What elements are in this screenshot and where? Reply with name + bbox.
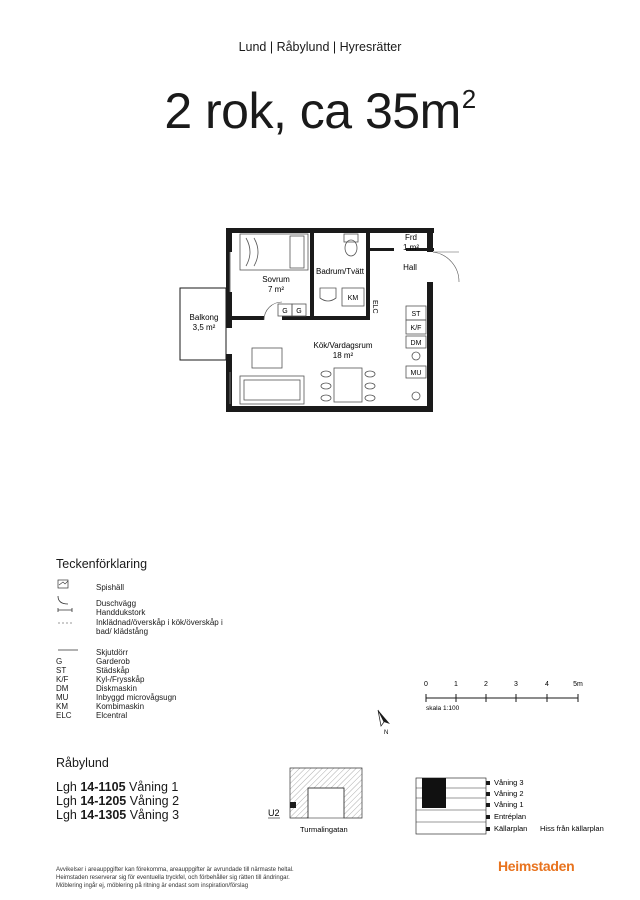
scale-tick: 4 (545, 681, 549, 688)
unit-floor: Våning 3 (129, 808, 180, 822)
unit-floor: Våning 1 (129, 780, 179, 794)
brand-logo: Heimstaden (498, 858, 575, 874)
fixture-elc: ELC (371, 300, 378, 314)
legend-text: Duschvägg (96, 599, 137, 608)
legend-text: Elcentral (96, 711, 128, 720)
floor-label: Våning 2 (494, 789, 524, 798)
unit-prefix: Lgh (56, 780, 77, 794)
unit-floor: Våning 2 (129, 794, 180, 808)
room-sovrum-area: 7 m² (268, 285, 284, 294)
unit-row (56, 808, 179, 822)
scale-tick: 5m (573, 681, 583, 688)
floor-label: Källarplan (494, 824, 528, 833)
legend-text: Städskåp (96, 666, 130, 675)
fixture-st: ST (411, 311, 421, 318)
door-arc (264, 302, 282, 320)
legend-code: KM (56, 702, 68, 711)
legend-title: Teckenförklaring (56, 557, 148, 571)
legend-text: Spishäll (96, 583, 125, 592)
site-label: U2 (268, 808, 280, 818)
fixture-g2: G (296, 308, 302, 315)
legend-code: ST (56, 666, 67, 675)
location-line: Lund | Råbylund | Hyresrätter (238, 40, 402, 54)
unit-number: 14-1105 (80, 780, 126, 794)
highlighted-unit (422, 778, 446, 808)
floor-label: Entréplan (494, 812, 527, 821)
stove-icon (58, 580, 68, 588)
legend-text: Kombimaskin (96, 702, 145, 711)
elevator-note: Hiss från källarplan (540, 824, 604, 833)
sink-icon (320, 288, 336, 301)
disclaimer (56, 866, 386, 890)
unit-number: 14-1205 (80, 794, 127, 808)
project-title: Råbylund (56, 756, 109, 770)
sofa-icon (240, 348, 304, 404)
room-balkong: Balkong (189, 313, 219, 322)
floor-plan (170, 222, 470, 422)
room-frd: Frd (405, 233, 417, 242)
legend-text: Inbyggd microvågsugn (96, 693, 177, 702)
toilet-icon (344, 234, 358, 256)
legend-text: Skjutdörr (96, 648, 129, 657)
legend-code: ELC (56, 711, 72, 720)
street-name: Turmalingatan (300, 825, 348, 834)
room-sovrum: Sovrum (262, 275, 290, 284)
fixture-g1: G (282, 308, 288, 315)
legend-text: Garderob (96, 657, 130, 666)
north-arrow-icon (372, 706, 396, 736)
floor-label: Våning 1 (494, 800, 524, 809)
unit-marker (290, 802, 296, 808)
headline-superscript: 2 (461, 84, 476, 114)
scale-tick: 0 (424, 681, 428, 688)
scale-tick: 3 (514, 681, 518, 688)
legend-code: MU (56, 693, 69, 702)
dining-table-icon (321, 368, 375, 402)
unit-row (56, 794, 179, 808)
unit-prefix: Lgh (56, 808, 77, 822)
shower-wall-icon (58, 596, 68, 604)
disclaimer-line: Avvikelser i areauppgifter kan förekomma, areauppgifter är avrundade till närmaste heltal. (56, 867, 294, 873)
fixture-km: KM (347, 295, 359, 302)
building-elevation (406, 768, 626, 840)
room-badrum: Badrum/Tvätt (315, 267, 365, 276)
legend-code: DM (56, 684, 69, 693)
disclaimer-line: Möblering ingår ej, möblering på ritning är endast som inspiration/förslag (56, 883, 249, 889)
scale-tick: 1 (454, 681, 458, 688)
fixture-mu: MU (410, 370, 422, 377)
scale-tick: 2 (484, 681, 488, 688)
legend-icons (56, 578, 96, 658)
fixture-kf: K/F (410, 325, 422, 332)
room-hall: Hall (403, 263, 417, 272)
room-balkong-area: 3,5 m² (192, 323, 216, 332)
unit-row (56, 780, 178, 794)
scale-bar (418, 676, 598, 716)
apartment-headline (0, 82, 640, 140)
unit-prefix: Lgh (56, 794, 77, 808)
site-plan (266, 762, 376, 838)
room-kok-area: 18 m² (332, 351, 354, 360)
scale-label: skala 1:100 (426, 705, 460, 712)
bed-icon (240, 234, 308, 270)
room-frd-area: 1 m² (403, 243, 419, 252)
headline-text: 2 rok, ca 35m (164, 83, 461, 139)
legend-text: Handdukstork (96, 608, 146, 617)
legend-text: Kyl-/Frysskåp (96, 675, 145, 684)
legend-text: Diskmaskin (96, 684, 137, 693)
towel-rail-icon (58, 608, 72, 612)
legend-text: Inklädnad/överskåp i kök/överskåp i bad/ klädstång (96, 618, 223, 636)
north-label: N (384, 730, 389, 736)
legend-code: G (56, 657, 63, 666)
legend-code: K/F (56, 675, 69, 684)
fixture-dm: DM (410, 340, 422, 347)
disclaimer-line: Heimstaden reserverar sig för eventuella tryckfel, och förbehåller sig rätten till ändringar. (56, 875, 290, 881)
unit-number: 14-1305 (80, 808, 127, 822)
floor-label: Våning 3 (494, 778, 524, 787)
room-kok: Kök/Vardagsrum (313, 341, 373, 350)
